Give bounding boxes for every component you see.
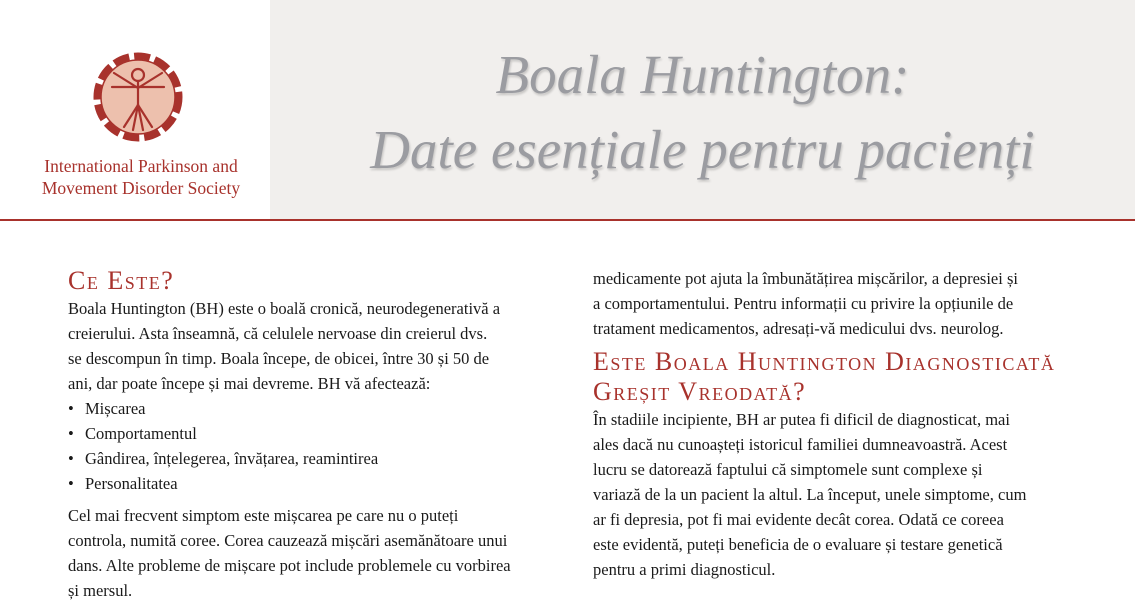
right-column <box>593 266 1103 582</box>
continued-line: a comportamentului. Pentru informații cu privire la opțiunile de <box>593 294 1014 313</box>
section-heading-what-is: Ce Este? <box>68 266 175 295</box>
header-banner <box>0 0 1135 220</box>
left-column <box>68 266 568 603</box>
diagnosis-line: lucru se datorează faptului că simptomele sunt complexe și <box>593 460 983 479</box>
intro-paragraph <box>68 296 568 396</box>
continued-line: medicamente pot ajuta la îmbunătățirea mișcărilor, a depresiei și <box>593 269 1018 288</box>
intro-line: Boala Huntington (BH) este o boală cronică, neurodegenerativă a <box>68 299 501 318</box>
diagnosis-line: ar fi depresia, pot fi mai evidente decât corea. Odată ce coreea <box>593 510 1004 529</box>
affected-areas-list <box>68 396 568 496</box>
title-line-1: Boala Huntington: <box>495 44 910 105</box>
intro-line: ani, dar poate începe și mai devreme. BH vă afectează: <box>68 374 431 393</box>
org-name-line-2: Movement Disorder Society <box>41 178 241 198</box>
heading-line-2: Greșit Vreodată? <box>593 377 807 406</box>
symptom-line: controla, numită coree. Corea cauzează mișcări asemănătoare unui <box>68 531 508 550</box>
title-panel <box>270 0 1135 220</box>
org-name-line-1: International Parkinson and <box>44 156 238 176</box>
symptom-line: dans. Alte probleme de mișcare pot include problemele cu vorbirea <box>68 556 511 575</box>
list-item: • Comportamentul <box>68 421 568 446</box>
diagnosis-line: ales dacă nu cunoașteți istoricul familiei dumneavoastră. Acest <box>593 435 1008 454</box>
list-item: • Gândirea, înțelegerea, învățarea, reamintirea <box>68 446 568 471</box>
continued-line: tratament medicamentos, adresați-vă medicului dvs. neurolog. <box>593 319 1004 338</box>
list-item: • Personalitatea <box>68 471 568 496</box>
society-logo-icon <box>88 47 188 147</box>
diagnosis-line: În stadiile incipiente, BH ar putea fi dificil de diagnosticat, mai <box>593 410 1010 429</box>
header-divider <box>0 219 1135 221</box>
title-line-2: Date esențiale pentru pacienți <box>370 119 1035 180</box>
section-heading-misdiagnosed <box>593 347 1103 407</box>
diagnosis-line: este evidentă, puteți beneficia de o evaluare și testare genetică <box>593 535 1003 554</box>
symptom-paragraph <box>68 503 568 603</box>
diagnosis-line: variază de la un pacient la altul. La început, unele simptome, cum <box>593 485 1027 504</box>
diagnosis-paragraph <box>593 407 1103 582</box>
symptom-line: Cel mai frecvent simptom este mișcarea pe care nu o puteți <box>68 506 459 525</box>
intro-line: se descompun în timp. Boala începe, de obicei, între 30 și 50 de <box>68 349 490 368</box>
symptom-line: și mersul. <box>68 581 133 600</box>
heading-line-1: Este Boala Huntington Diagnosticată <box>593 347 1056 376</box>
continued-paragraph <box>593 266 1103 341</box>
organization-name <box>16 155 266 199</box>
list-item: • Mișcarea <box>68 396 568 421</box>
intro-line: creierului. Asta înseamnă, că celulele nervoase din creierul dvs. <box>68 324 488 343</box>
diagnosis-line: pentru a primi diagnosticul. <box>593 560 776 579</box>
